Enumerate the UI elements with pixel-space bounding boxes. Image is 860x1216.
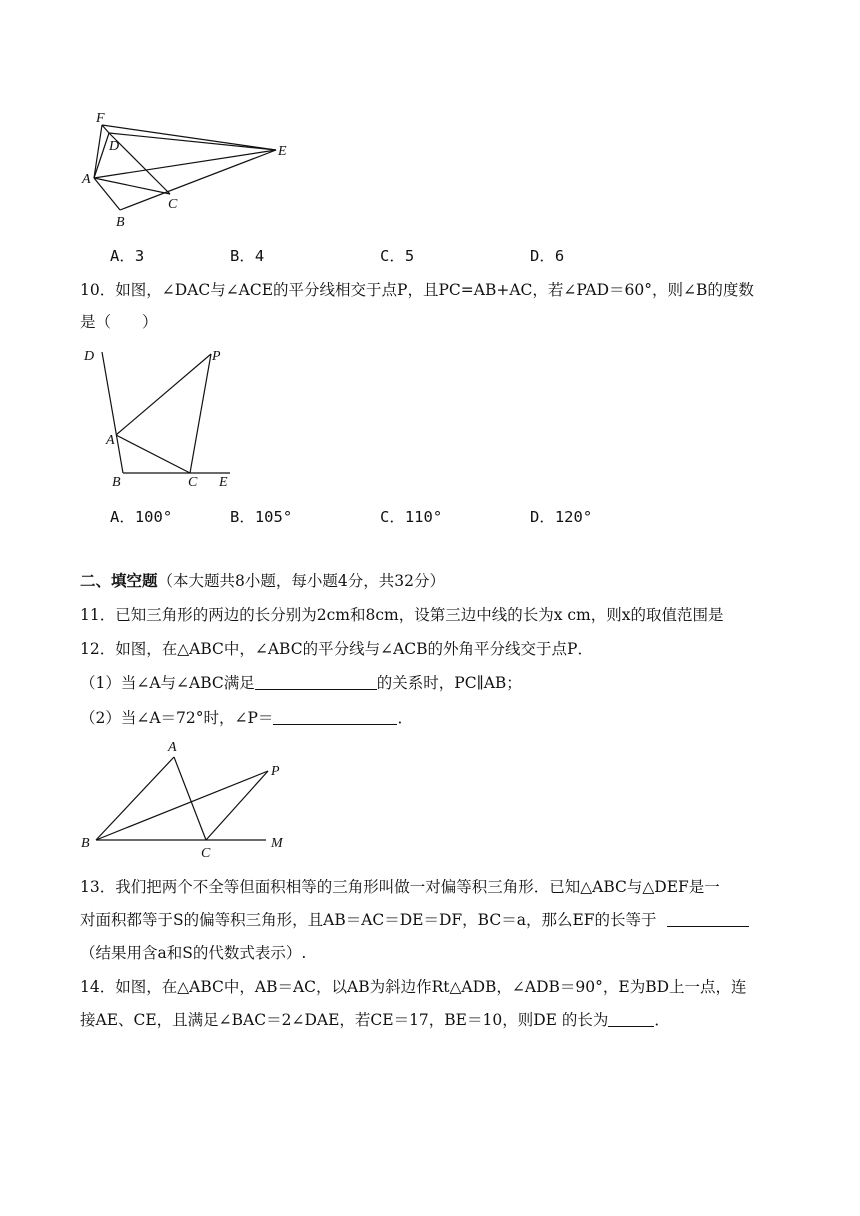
q12-part2-before: （2）当∠A＝72°时，∠P＝ bbox=[80, 709, 274, 727]
q13-line2-text: 对面积都等于S的偏等积三角形，且AB＝AC＝DE＝DF，BC＝a，那么EF的长等于 bbox=[80, 911, 657, 929]
q9-choice-a: A．3 bbox=[110, 247, 145, 265]
q14-line2-after: ． bbox=[654, 1011, 670, 1029]
q10-choice-c: C．110° bbox=[380, 508, 443, 526]
q9-label-E: E bbox=[278, 144, 287, 159]
q9-label-B: B bbox=[116, 215, 125, 230]
q10-choice-b: B．105° bbox=[230, 508, 293, 526]
section-2-heading bbox=[80, 570, 445, 592]
section-2-title: 二、填空题 bbox=[80, 572, 158, 590]
q9-choice-d: D．6 bbox=[530, 247, 565, 265]
q14-line2-before: 接AE、CE，且满足∠BAC＝2∠DAE，若CE＝17，BE＝10，则DE 的长为 bbox=[80, 1011, 609, 1029]
q10-label-C: C bbox=[188, 475, 198, 490]
q11-stem: 11．已知三角形的两边的长分别为2cm和8cm，设第三边中线的长为x cm，则x的取值范围是 bbox=[80, 606, 724, 624]
q9-label-D: D bbox=[109, 139, 120, 154]
q13-stem-line1: 13．我们把两个不全等但面积相等的三角形叫做一对偏等积三角形．已知△ABC与△DEF是一 bbox=[80, 878, 720, 896]
q14-blank[interactable] bbox=[608, 1010, 654, 1027]
q10-label-D: D bbox=[84, 349, 95, 364]
q10-label-E: E bbox=[219, 475, 228, 490]
q12-part1-after: 的关系时，PC∥AB； bbox=[376, 674, 522, 692]
q12-part1-before: （1）当∠A与∠ABC满足 bbox=[80, 674, 255, 692]
q14-stem-line1: 14．如图，在△ABC中，AB＝AC，以AB为斜边作Rt△ADB，∠ADB＝90°，E为BD上一点，连 bbox=[80, 978, 747, 996]
q12-part1-blank[interactable] bbox=[255, 673, 377, 690]
q10-figure bbox=[80, 342, 240, 492]
q12-label-P: P bbox=[271, 764, 280, 779]
q10-label-P: P bbox=[212, 349, 221, 364]
q9-choice-c: C．5 bbox=[380, 247, 415, 265]
q10-label-A: A bbox=[106, 433, 115, 448]
q9-label-C: C bbox=[168, 197, 178, 212]
section-2-note: （本大题共8小题，每小题4分，共32分） bbox=[157, 572, 445, 590]
q10-choice-d: D．120° bbox=[530, 508, 593, 526]
q13-stem-line2 bbox=[80, 909, 749, 931]
q13-blank[interactable] bbox=[667, 910, 749, 927]
q9-label-A: A bbox=[82, 172, 91, 187]
q12-label-B: B bbox=[81, 836, 90, 851]
q12-part1 bbox=[80, 672, 522, 694]
q13-stem-line3: （结果用含a和S的代数式表示）. bbox=[80, 944, 307, 962]
q14-stem-line2 bbox=[80, 1009, 670, 1031]
q12-part2-blank[interactable] bbox=[273, 708, 397, 725]
q9-figure bbox=[80, 108, 310, 233]
q12-label-C: C bbox=[201, 846, 211, 861]
q9-choice-b: B．4 bbox=[230, 247, 265, 265]
q10-stem-line2: 是（ ） bbox=[80, 313, 158, 331]
q12-label-M: M bbox=[271, 836, 283, 851]
q12-part2 bbox=[80, 707, 413, 729]
q12-stem: 12．如图，在△ABC中，∠ABC的平分线与∠ACB的外角平分线交于点P． bbox=[80, 640, 593, 658]
q10-label-B: B bbox=[112, 475, 121, 490]
q12-label-A: A bbox=[168, 740, 177, 755]
q10-stem-line1: 10．如图，∠DAC与∠ACE的平分线相交于点P，且PC=AB+AC，若∠PAD＝60°，则∠B的度数 bbox=[80, 281, 754, 299]
q12-part2-after: ． bbox=[397, 709, 413, 727]
q10-choice-a: A．100° bbox=[110, 508, 173, 526]
q9-label-F: F bbox=[96, 111, 105, 126]
q12-figure bbox=[78, 735, 298, 863]
